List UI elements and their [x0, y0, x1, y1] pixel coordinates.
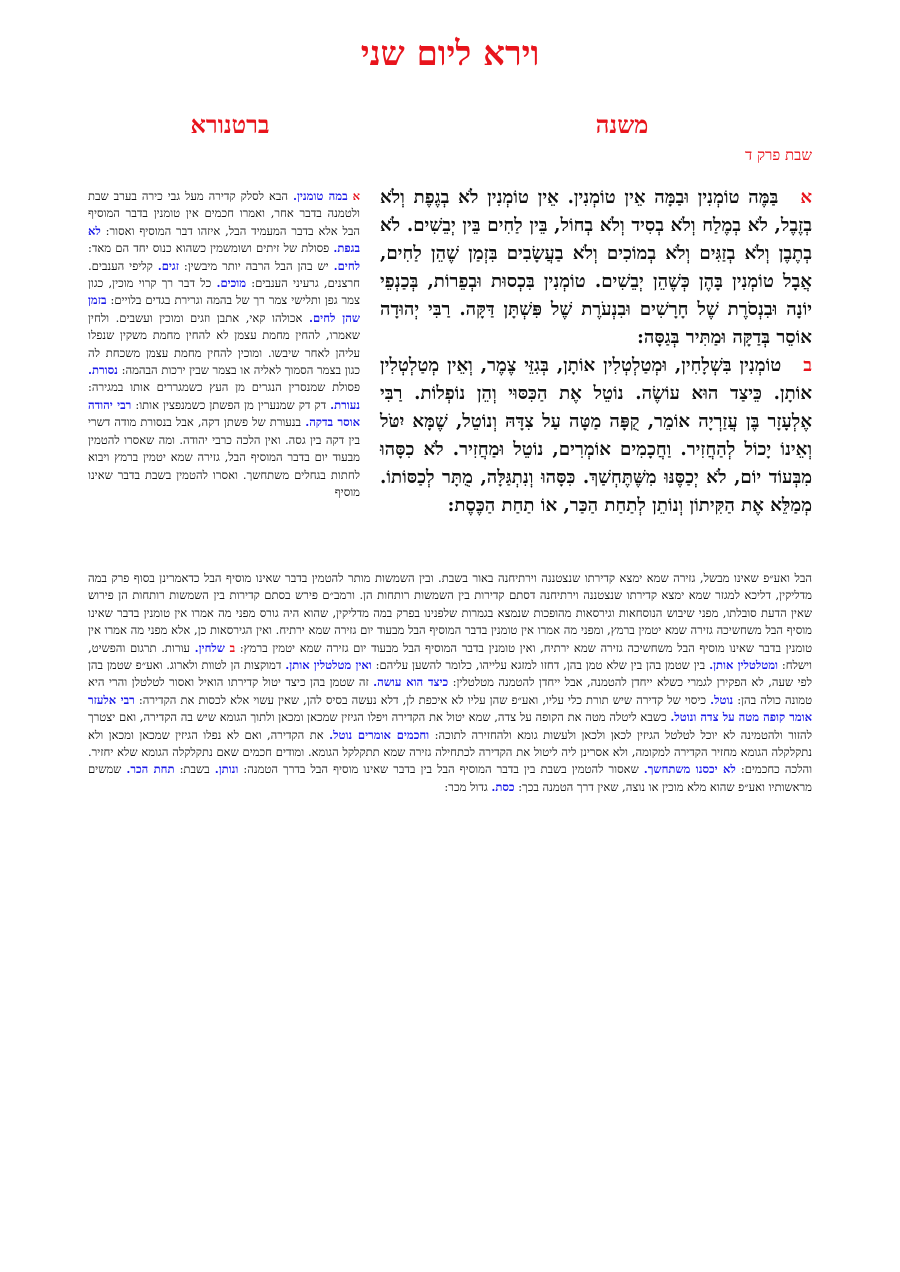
commentary-text: הבא לסלק קדירה מעל גבי כירה בערב שבת ולטמנה בדבר אחר, ואמרו חכמים אין טומנין בדבר המוסיף הבל אלא בדבר המעמיד הבל, איזהו דבר המוסיף ואסור: — [88, 189, 361, 238]
chapter-label: שבת פרק ד — [744, 146, 812, 164]
commentary-heading: ומטלטלין אותן. — [709, 658, 778, 673]
commentary-heading: בזמן שהן לחים. — [88, 293, 360, 325]
mishnah-letter: ב — [803, 355, 812, 376]
mishnah-paragraph — [380, 184, 812, 352]
commentary-text: את הקדירה, ואם לא נפלו הגיזין שמכאן ומכאן ולא נתקלקלה הגומא מחזיר הקדירה למקומה, ולא אסרינן ליה ליטול את הקדירה לכתחילה גזירה שמא תתקלקל הגומא. ומודים חכמים שאם נתקלקלה הגומא שלא יחזיר. והלכה כחכמים: — [88, 727, 813, 777]
mishnah-body: בַּמֶּה טוֹמְנִין וּבַמָּה אֵין טוֹמְנִין. אֵין טוֹמְנִין לֹא בְגֶפֶת וְלֹא בְזֶבֶל, לֹא בְמֶלַח וְלֹא בְסִיד וְלֹא בְחוֹל, בֵּין לַחִים בֵּין יְבֵשִׁים. לֹא בְתֶבֶן וְלֹא בְזַגִּים וְלֹא בְמוֹכִים וְלֹא בַעֲשָׂבִים בִּזְמַן שֶׁהֵן לַחִים, אֲבָל טוֹמְנִין בָּהֶן כְּשֶׁהֵן יְבֵשִׁים. טוֹמְנִין בִּכְסוּת וּבְפֵרוֹת, בְּכַנְפֵי יוֹנָה וּבִנְסֹרֶת שֶׁל חָרָשִׁים וּבִנְעֹרֶת שֶׁל פִּשְׁתָּן דַּקָּה. רַבִּי יְהוּדָה אוֹסֵר בְּדַקָּה וּמַתִּיר בְּגַסָּה: — [380, 187, 812, 348]
commentary-heading: כסת. — [491, 779, 515, 794]
commentary-text: שאסור להטמין בשבת בין בדבר המוסיף הבל בין בדבר שאינו מוסיף הבל בדרך הטמנה: — [243, 762, 639, 777]
commentary-text: בנעורת של פשתן דקה, אבל בנסורת מודה דשרי בין דקה בין גסה. ואין הלכה כרבי יהודה. ומה שאסרו להטמין מבעוד יום בדבר המוסיף הבל, גזירה שמא יטמין ברמץ ויבוא לחתות בגחלים משתחשך. ואסרו להטמין בשבת בדבר שאינו מוסיף — [88, 415, 360, 499]
commentary-heading: כיצד הוא עושה. — [373, 675, 449, 690]
commentary-text: דק דק שמנערין מן הפשתן כשמנפצין אותו: — [135, 397, 327, 412]
commentary-heading: רבי יהודה אוסר בדקה. — [88, 397, 360, 430]
commentary-heading: שלחין. — [194, 640, 225, 655]
bartenura-commentary-fullwidth — [88, 570, 812, 796]
mishnah-paragraph — [380, 352, 812, 520]
commentary-heading: במה טומנין. — [292, 189, 348, 203]
commentary-letter: ב — [229, 640, 236, 655]
commentary-text: אכולהו קאי, אתבן וזגים ומוכין ועשבים. ולחין שאמרו, להחין מחמת עצמן לא להחין מחמת משקין שנפלו עליהן לאחר שיבשו. ומוכין להחין מחמת עצמן משכחת לה כגון בצמר הסמוך לאליה או בצמר שבין ירכות הבהמה: — [88, 310, 361, 378]
commentary-text: גדול מכר: — [444, 779, 488, 794]
commentary-text: פסולת שמנסרין הנגרים מן העץ כשמגררים אותו במגירה: — [88, 380, 360, 395]
bartenura-header: ברטנורא — [190, 110, 270, 139]
commentary-text: בין שטמן בהן בין שלא טמן בהן, דחזו למזגא עלייהו, כלומר להשען עליהם: — [375, 658, 706, 673]
commentary-text: כל דבר רך קרוי מוכין, כגון צמר גפן ותלישי צמר רך של בהמה וגרירת בגדים בלויים: — [88, 276, 361, 308]
commentary-text: פסולת של זיתים ושומשמין כשהוא כנוס יחד הם מאד: — [88, 241, 330, 256]
commentary-heading: לחים. — [333, 258, 361, 273]
commentary-heading: נעורת. — [330, 397, 360, 412]
commentary-text: בשבת: — [179, 762, 210, 777]
commentary-letter: א — [352, 189, 360, 203]
commentary-text: זה שטמן בהן כיצד יטול קדירתו הואיל ואסור לטלטלן והרי היא טמונה כולה בהן: — [88, 675, 813, 707]
commentary-text: דמוקצות הן לטוות ולארוג. ואע״פ שטמן בהן לפי שעה, לא הפקירן לגמרי כשלא ייחדן להטמנה, אבל ייחדן להטמנה מטלטלין: — [88, 658, 812, 690]
commentary-text: שמשים מראשותיו ואע״פ שהוא מלא מוכין או נוצה, שאין דרך הטמנה בכך: — [88, 762, 812, 794]
commentary-heading: לא בגפת. — [88, 223, 361, 256]
commentary-text: יש בהן הבל הרבה יותר מיבשין: — [183, 258, 329, 273]
commentary-heading: נסורת. — [88, 363, 118, 378]
commentary-heading: לא יכסנו משתחשך. — [643, 762, 736, 777]
commentary-heading: ונותן. — [214, 762, 239, 777]
commentary-text: קליפי הענבים. חרצנים, גרעיני הענבים: — [88, 258, 360, 291]
mishnah-text — [380, 184, 812, 520]
commentary-heading: זגים. — [157, 258, 179, 273]
mishnah-letter: א — [800, 187, 812, 208]
commentary-text: הבל ואע״פ שאינו מבשל, גזירה שמא ימצא קדירתו שנצטננה וירתיחנה באור בשבת. ובין השמשות מותר להטמין בדבר שאינו מוסיף הבל כדאמרינן בסוף פרק במה מדליקין, דליכא למגזר שמא ימצא קדירתו שנצטננה וירתיחנה דסתם קדירות בין השמשות רותחות הן. ורמב״ם פירש בסתם קדירות בין השמשות רותחות הן פירוש שאין הדעת סובלתו, מפני שיבוש הנוסחאות וגירסאות מהופכות שנמצא בגמרות שלפנינו בפרק במה מדליקין, שהוא היה גורס מפני מה אמרו אין טומנין בדבר שאינו מוסיף הבל משחשיכה גזירה שמא יטמין ברמץ, ומפני מה אמרו אין טומנין בדבר המוסיף הבל מבעוד יום גזירה שמא ירתיח. ואין הגירסאות כן, אלא מפני מה אמרו אין טומנין בדבר שאינו מוסיף הבל משחשיכה גזירה שמא ירתיח, ואין טומנין בדבר המוסיף הבל מבעוד יום גזירה שמא יטמין ברמץ: — [88, 571, 813, 655]
mishnah-body: טוֹמְנִין בִּשְׁלָחִין, וּמְטַלְטְלִין אוֹתָן, בְּגִזֵּי צֶמֶר, וְאֵין מְטַלְטְלִין אוֹתָן. כֵּיצַד הוּא עוֹשֶׂה. נוֹטֵל אֶת הַכִּסּוּי וְהֵן נוֹפְלוֹת. רַבִּי אֶלְעָזָר בֶּן עֲזַרְיָה אוֹמֵר, קֻפָּה מַטָּה עַל צִדָּהּ וְנוֹטֵל, שֶׁמָּא יִטֹּל וְאֵינוֹ יָכוֹל לְהַחֲזִיר. וַחֲכָמִים אוֹמְרִים, נוֹטֵל וּמַחֲזִיר. לֹא כִסָּהוּ מִבְּעוֹד יוֹם, לֹא יְכַסֶּנּוּ מִשֶּׁתֶּחְשַׁךְ. כִּסָּהוּ וְנִתְגַּלָּה, מֻתָּר לְכַסּוֹתוֹ. מְמַלֵּא אֶת הַקִּיתוֹן וְנוֹתֵן לְתַחַת הַכַּר, אוֹ תַחַת הַכֶּסֶת: — [380, 355, 812, 516]
commentary-heading: וחכמים אומרים נוטל. — [329, 727, 430, 742]
mishnah-header: משנה — [595, 110, 649, 139]
commentary-heading: מוכים. — [216, 276, 247, 291]
commentary-heading: רבי אלעזר אומר קופה מטה על צדה ונוטל. — [88, 692, 812, 725]
commentary-heading: תחת הכר. — [126, 762, 175, 777]
commentary-text: כיסוי של קדירה שיש תורת כלי עליו, ואע״פ שהן עליו לא איכפת לן, דלא נעשה בסיס להן, שאין עשוי אלא לכסות את הקדירה: — [138, 692, 706, 707]
bartenura-commentary-column — [88, 188, 360, 501]
commentary-text: עורות. תרגום והפשיט, וישלח: — [88, 640, 813, 673]
commentary-text: כשבא ליטלה מטה את הקופה על צדה, שמא יטול את הקדירה ויפלו הגיזין שמכאן ומכאן ולתוך הגומא שיש בה הקדירה, ואם יצטרך להזור ולהטמינה לא יוכל לטלטל הגיזין לכאן ולכאן ולעשות גומא ולהחזירה לתוכה: — [88, 710, 813, 742]
commentary-heading: ואין מטלטלין אותן. — [285, 658, 372, 673]
page-title: וירא ליום שני — [360, 34, 540, 74]
commentary-heading: נוטל. — [710, 692, 734, 707]
